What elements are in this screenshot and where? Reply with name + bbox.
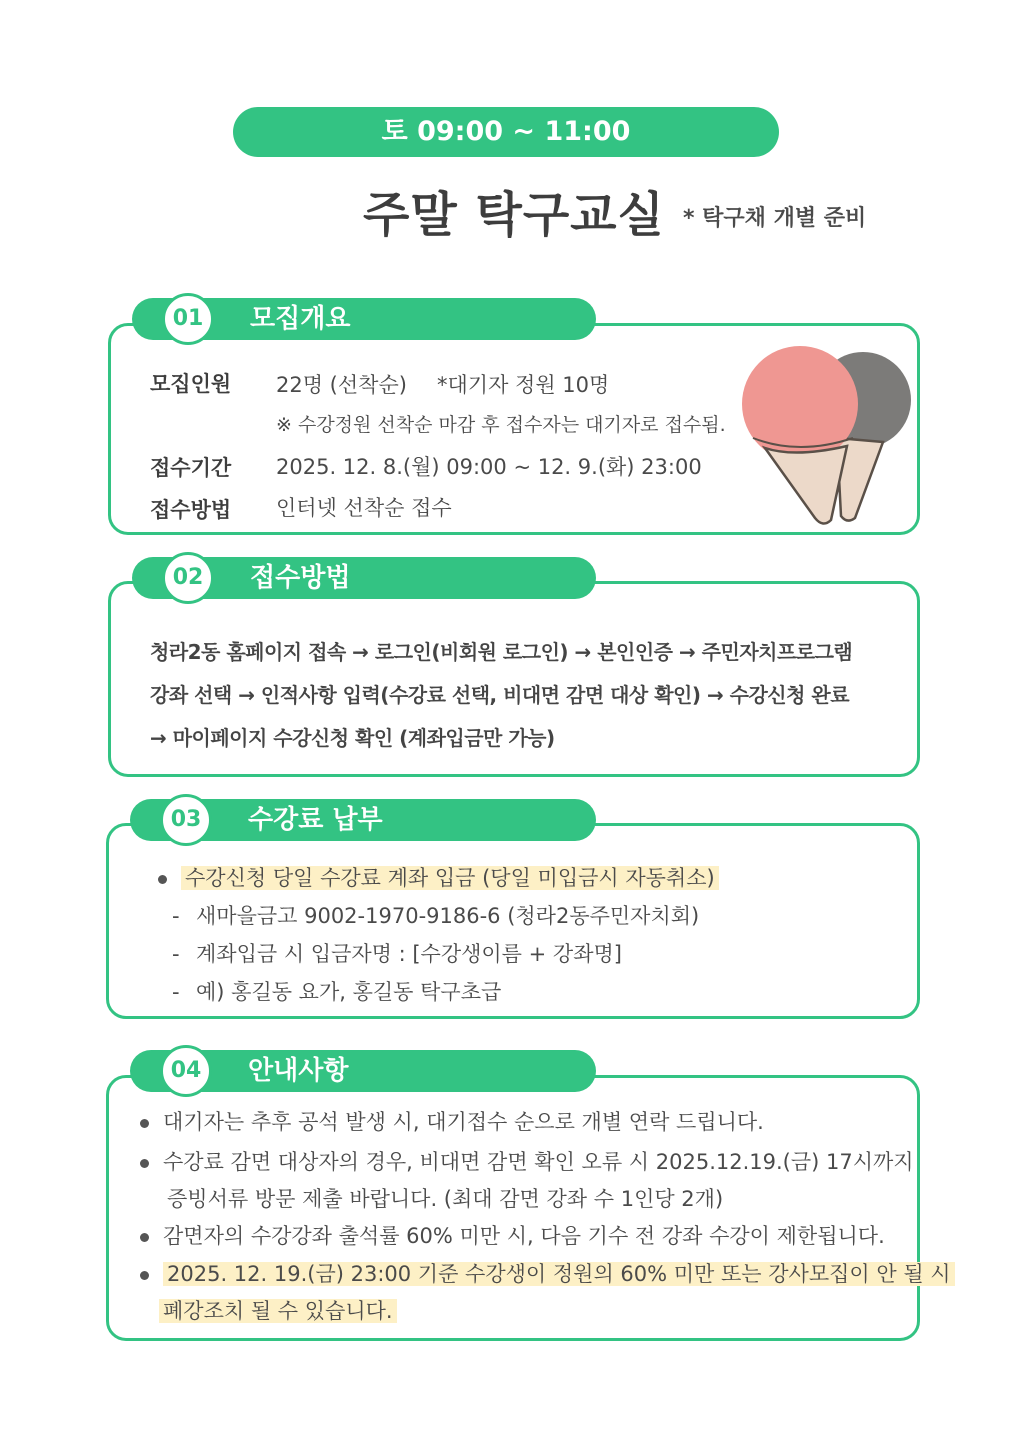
page-title: 주말 탁구교실 — [363, 187, 665, 243]
reg-method-label: 접수방법 — [150, 498, 232, 522]
payment-sub-1-text: 새마을금고 9002-1970-9186-6 (청라2동주민자치회) — [196, 904, 700, 928]
reg-period-label-row — [150, 452, 231, 482]
schedule-time-pill: 토 09:00 ~ 11:00 — [233, 107, 779, 157]
recruit-count-label: 모집인원 — [150, 372, 232, 396]
waitlist-value: *대기자 정원 10명 — [437, 373, 610, 397]
notice-item-4 — [140, 1258, 955, 1288]
notice-item-4-line-2 — [159, 1295, 397, 1325]
reg-method-value: 인터넷 선착순 접수 — [276, 496, 452, 520]
reg-step-line-3: → 마이페이지 수강신청 확인 (계좌입금만 가능) — [150, 726, 555, 750]
section-03-tab — [130, 799, 596, 841]
racket-note: * 탁구채 개별 준비 — [683, 206, 867, 231]
bullet-dot — [140, 1159, 149, 1168]
section-02-title: 접수방법 — [250, 563, 351, 593]
section-01-title: 모집개요 — [250, 304, 351, 334]
reg-step-line-2: 강좌 선택 → 인적사항 입력(수강료 선택, 비대면 감면 대상 확인) → 수강신청 완료 — [150, 683, 850, 707]
section-01-number: 01 — [162, 293, 214, 345]
reg-step-line-1: 청라2동 홈페이지 접속 → 로그인(비회원 로그인) → 본인인증 → 주민자치프로그램 — [150, 640, 853, 664]
notice-item-4-text-1: 2025. 12. 19.(금) 23:00 기준 수강생이 정원의 60% 미만 또는 강사모집이 안 될 시 — [163, 1262, 955, 1286]
section-02-tab — [132, 557, 596, 599]
recruit-count-value: 22명 (선착순) — [276, 373, 407, 397]
payment-bullet-text: 수강신청 당일 수강료 계좌 입금 (당일 미입금시 자동취소) — [181, 866, 719, 890]
notice-item-2-line-2: 증빙서류 방문 제출 바랍니다. (최대 감면 강좌 수 1인당 2개) — [167, 1187, 724, 1211]
notice-item-2 — [140, 1146, 914, 1176]
section-01-tab — [132, 298, 596, 340]
notice-item-1-text: 대기자는 추후 공석 발생 시, 대기접수 순으로 개별 연락 드립니다. — [163, 1110, 764, 1134]
payment-bullet — [158, 862, 719, 892]
payment-sub-2-text: 계좌입금 시 입금자명 : [수강생이름 + 강좌명] — [196, 942, 622, 966]
payment-sub-1: - 새마을금고 9002-1970-9186-6 (청라2동주민자치회) — [172, 904, 700, 928]
bullet-dot — [140, 1119, 149, 1128]
section-04-tab — [130, 1050, 596, 1092]
waitlist-note: ※ 수강정원 선착순 마감 후 접수자는 대기자로 접수됨. — [276, 414, 726, 436]
notice-item-3-text: 감면자의 수강강좌 출석률 60% 미만 시, 다음 기수 전 강좌 수강이 제한됩니다. — [163, 1224, 885, 1248]
section-04-number: 04 — [160, 1045, 212, 1097]
payment-sub-3-text: 예) 홍길동 요가, 홍길동 탁구초급 — [196, 980, 502, 1004]
waitlist-row — [437, 369, 609, 399]
bullet-dot — [140, 1271, 149, 1280]
bullet-dot — [158, 875, 167, 884]
reg-method-label-row — [150, 494, 231, 524]
reg-period-label: 접수기간 — [150, 456, 232, 480]
reg-period-value: 2025. 12. 8.(월) 09:00 ~ 12. 9.(화) 23:00 — [276, 455, 702, 479]
notice-item-1 — [140, 1106, 764, 1136]
recruit-count-value-row — [276, 369, 407, 399]
ping-pong-paddles-icon — [735, 338, 915, 526]
section-04-title: 안내사항 — [248, 1056, 349, 1086]
section-03-number: 03 — [160, 794, 212, 846]
section-02-number: 02 — [162, 552, 214, 604]
section-03-title: 수강료 납부 — [248, 805, 383, 835]
notice-item-4-text-2: 폐강조치 될 수 있습니다. — [159, 1299, 397, 1323]
bullet-dot — [140, 1233, 149, 1242]
notice-item-2-text-1: 수강료 감면 대상자의 경우, 비대면 감면 확인 오류 시 2025.12.19.(금) 17시까지 — [163, 1150, 914, 1174]
notice-item-3 — [140, 1220, 885, 1250]
payment-sub-2: - 계좌입금 시 입금자명 : [수강생이름 + 강좌명] — [172, 942, 622, 966]
recruit-count-row — [150, 368, 231, 398]
payment-sub-3: - 예) 홍길동 요가, 홍길동 탁구초급 — [172, 980, 502, 1004]
